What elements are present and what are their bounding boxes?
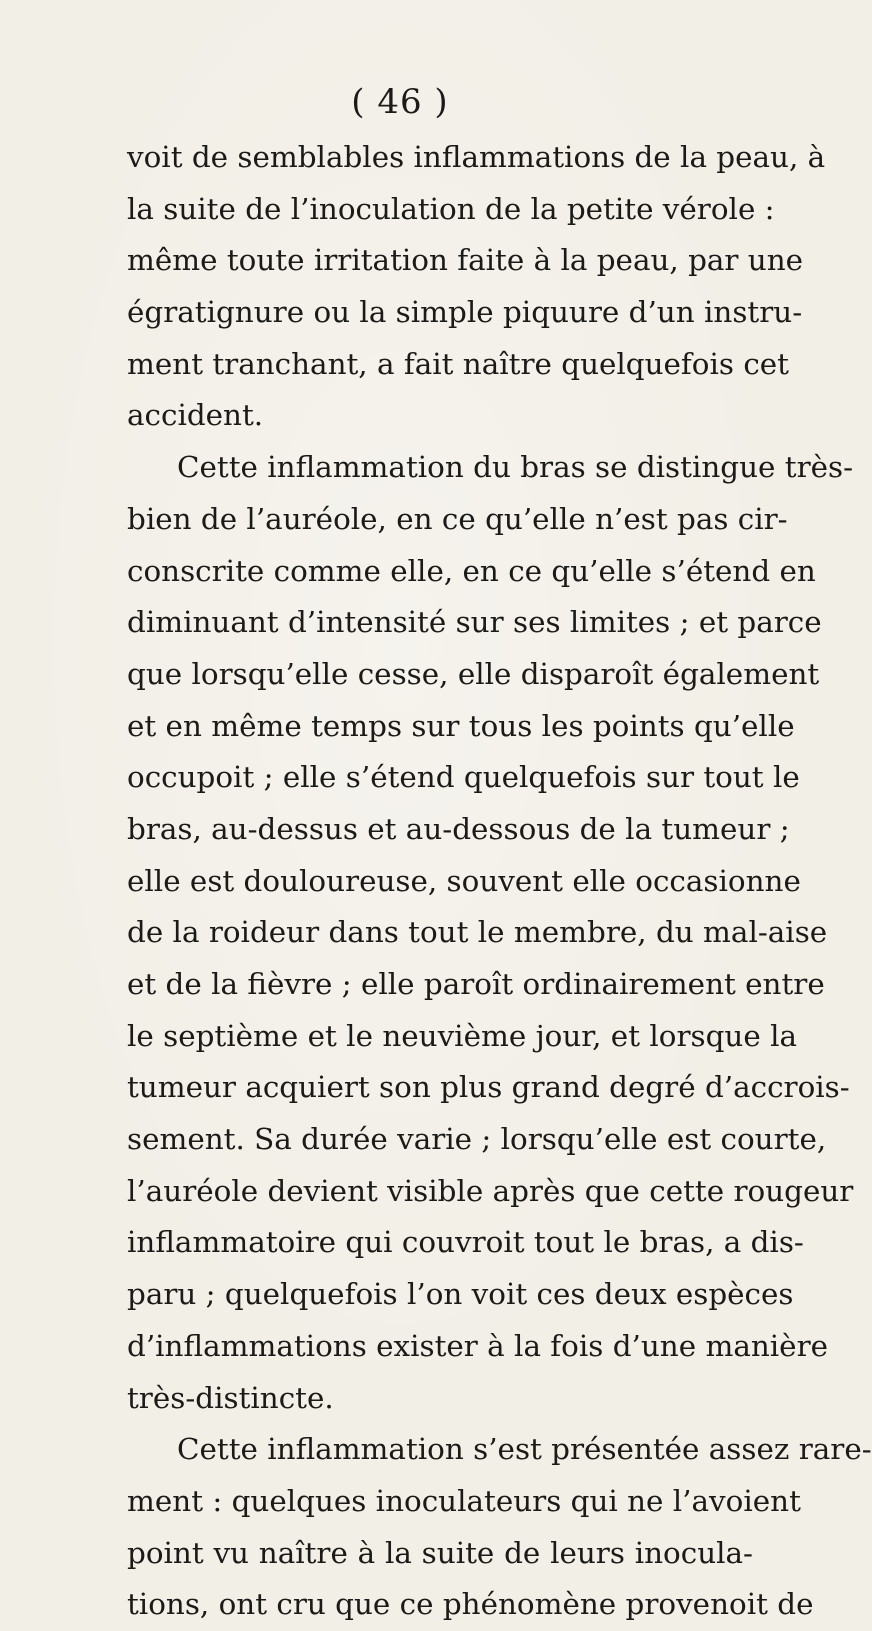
text-line: inflammatoire qui couvroit tout le bras, a dis- bbox=[127, 1225, 804, 1260]
text-line: et de la fièvre ; elle paroît ordinairement entre bbox=[127, 967, 825, 1001]
text-line: bien de l’auréole, en ce qu’elle n’est pas cir- bbox=[127, 501, 788, 536]
text-line: de la roideur dans tout le membre, du mal-aise bbox=[127, 915, 828, 950]
text-line: égratignure ou la simple piquure d’un instru- bbox=[127, 295, 803, 330]
text-line: ment tranchant, a fait naître quelquefois cet bbox=[127, 346, 789, 381]
text-line: très-distincte. bbox=[127, 1380, 334, 1415]
text-line: conscrite comme elle, en ce qu’elle s’étend en bbox=[127, 553, 816, 588]
text-line: diminuant d’intensité sur ses limites ; et parce bbox=[127, 605, 822, 640]
text-line: occupoit ; elle s’étend quelquefois sur tout le bbox=[127, 760, 800, 795]
text-line: point vu naître à la suite de leurs inocula- bbox=[127, 1535, 753, 1570]
text-line: Cette inflammation du bras se distingue très- bbox=[177, 450, 854, 485]
text-line: le septième et le neuvième jour, et lorsque la bbox=[127, 1018, 797, 1053]
text-line: ment : quelques inoculateurs qui ne l’avoient bbox=[127, 1483, 801, 1518]
text-line: Cette inflammation s’est présentée assez rare- bbox=[177, 1432, 872, 1467]
text-line: accident. bbox=[127, 398, 264, 433]
text-line: que lorsqu’elle cesse, elle disparoît également bbox=[127, 656, 820, 691]
text-line: elle est douloureuse, souvent elle occasionne bbox=[127, 863, 801, 898]
text-line: même toute irritation faite à la peau, par une bbox=[127, 243, 804, 278]
text-line: paru ; quelquefois l’on voit ces deux espèces bbox=[127, 1277, 794, 1312]
text-line: l’auréole devient visible après que cette rougeur bbox=[127, 1173, 854, 1208]
text-line: d’inflammations exister à la fois d’une manière bbox=[127, 1328, 829, 1363]
text-line: voit de semblables inflammations de la peau, à bbox=[127, 140, 826, 174]
text-line: la suite de l’inoculation de la petite vérole : bbox=[127, 191, 775, 226]
text-line: sement. Sa durée varie ; lorsqu’elle est courte, bbox=[127, 1122, 827, 1157]
text-line: et en même temps sur tous les points qu’elle bbox=[127, 708, 795, 743]
text-line: tions, ont cru que ce phénomène provenoit de bbox=[127, 1587, 814, 1622]
body-text bbox=[127, 132, 872, 1631]
text-line: bras, au-dessus et au-dessous de la tumeur ; bbox=[127, 811, 790, 846]
text-line: tumeur acquiert son plus grand degré d’accrois- bbox=[127, 1070, 850, 1105]
page-number: ( 46 ) bbox=[351, 82, 449, 122]
